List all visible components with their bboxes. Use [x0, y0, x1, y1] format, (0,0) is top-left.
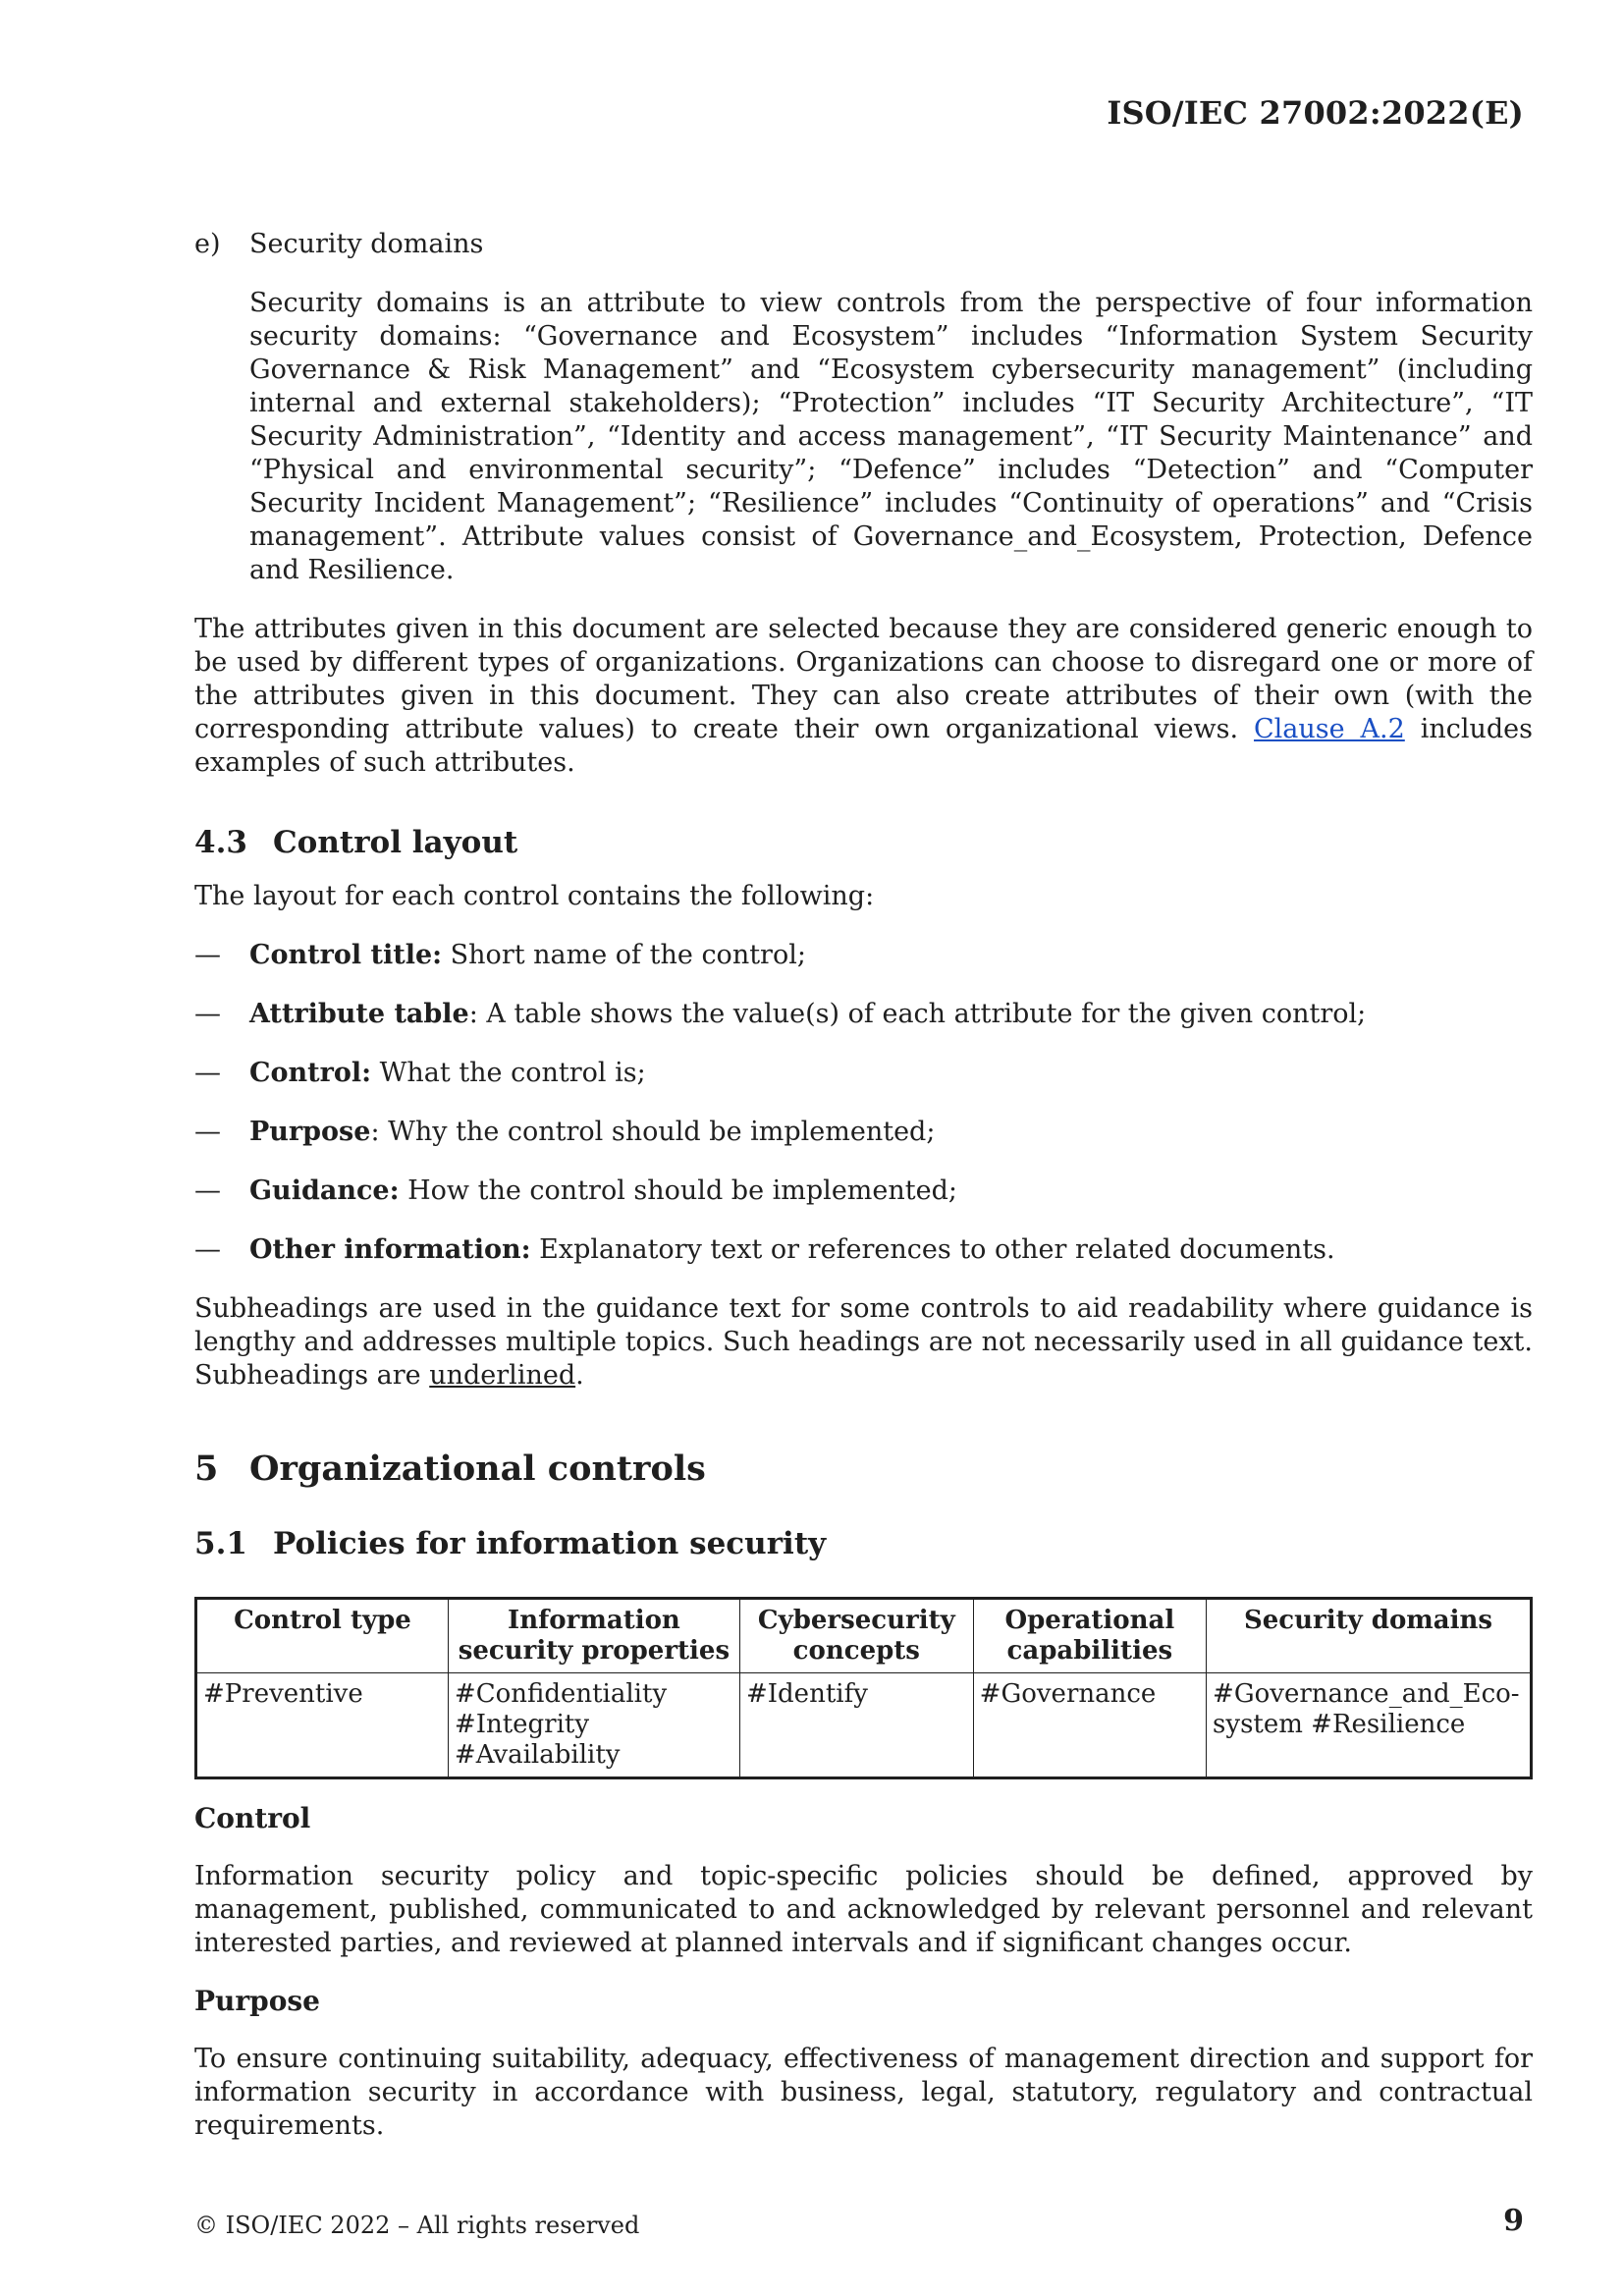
section-heading-5-1 — [194, 1524, 1533, 1563]
attributes-text: The attributes given in this document are selected because they are considered generic enough to be used by different types of organizations. Organizations can choose to disregard one or more of the attributes given in this document. They can also create attributes of their own (with the corresponding attribute values) to create their own organizational views. — [194, 614, 1533, 744]
section-number: 5.1 — [194, 1526, 247, 1561]
list-item-title: Security domains — [249, 229, 484, 259]
control-text: Information security policy and topic-specific policies should be defined, approved by management, published, communicated to and acknowledged by relevant personnel and relevant interested parties, and reviewed at planned intervals and if significant changes occur. — [194, 1861, 1533, 1958]
footer-copyright: © ISO/IEC 2022 – All rights reserved — [194, 2212, 640, 2239]
dash-marker: — — [194, 1117, 221, 1147]
cell-operational-capabilities: #Governance — [973, 1673, 1206, 1778]
cell-cybersecurity-concepts: #Identify — [739, 1673, 973, 1778]
dash-marker: — — [194, 940, 221, 970]
page-content — [194, 228, 1533, 2143]
section-title: Policies for information security — [273, 1526, 827, 1561]
list-item-text: How the control should be implemented; — [399, 1175, 957, 1206]
dash-marker: — — [194, 1175, 221, 1206]
security-domains-description: Security domains is an attribute to view controls from the perspective of four information security domains: “Governance and Ecosystem” includes “Information System Security Governance & Risk Management” and “Ecosystem cybersecurity management” (including internal and external stakeholders); “Protection” includes “IT Security Architecture”, “IT Security Administration”, “Identity and access management”, “IT Security Maintenance” and “Physical and environmental security”; “Defence” includes “Detection” and “Computer Security Incident Management”; “Resilience” includes “Continuity of operations” and “Crisis management”. Attribute values consist of Governance_and_Ecosystem, Protection, Defence and Resilience. — [249, 288, 1533, 585]
attributes-paragraph — [194, 613, 1533, 780]
section-heading-5 — [194, 1448, 1533, 1491]
attributes-text-end: includes examples of such attributes. — [194, 714, 1533, 778]
section-heading-4-3 — [194, 823, 1533, 862]
subheadings-text: Subheadings are used in the guidance text for some controls to aid readability where guidance is lengthy and addresses multiple topics. Such headings are not necessarily used in all guidance text. Subheadings are — [194, 1293, 1533, 1391]
section-title: Control layout — [273, 825, 518, 860]
list-item-term: Guidance: — [249, 1175, 400, 1206]
purpose-text: To ensure continuing suitability, adequacy, effectiveness of management direction and support for information security in accordance with business, legal, statutory, regulatory and contractual requirements. — [194, 2044, 1533, 2141]
list-item-term: Attribute table — [249, 999, 469, 1029]
header-control-type: Control type — [196, 1599, 449, 1673]
dash-marker: — — [194, 999, 221, 1029]
cell-control-type: #Preventive — [196, 1673, 449, 1778]
dash-marker: — — [194, 1058, 221, 1088]
list-marker: e) — [194, 229, 221, 259]
attribute-table — [194, 1597, 1533, 1779]
control-layout-intro: The layout for each control contains the following: — [194, 881, 875, 911]
page-number: 9 — [1503, 2204, 1524, 2238]
list-item-e — [194, 228, 1533, 261]
table-row — [196, 1673, 1532, 1778]
control-heading: Control — [194, 1802, 311, 1834]
header-cybersecurity-concepts: Cybersecurity concepts — [739, 1599, 973, 1673]
header-operational-capabilities: Operational capabilities — [973, 1599, 1206, 1673]
list-item — [194, 1175, 1533, 1208]
table-header-row — [196, 1599, 1532, 1673]
list-item-term: Other information: — [249, 1234, 531, 1265]
list-item-term: Purpose — [249, 1117, 371, 1147]
purpose-heading: Purpose — [194, 1985, 320, 2017]
list-item-text: Short name of the control; — [442, 940, 806, 970]
list-item-text: : Why the control should be implemented; — [370, 1117, 936, 1147]
subheadings-paragraph — [194, 1292, 1533, 1393]
subheadings-text-end: . — [575, 1360, 584, 1391]
dash-marker: — — [194, 1234, 221, 1265]
list-item-term: Control title: — [249, 940, 443, 970]
document-reference: ISO/IEC 27002:2022(E) — [1107, 94, 1524, 132]
list-item-text: Explanatory text or references to other related documents. — [530, 1234, 1335, 1265]
list-item — [194, 1233, 1533, 1267]
header-security-domains: Security domains — [1207, 1599, 1532, 1673]
list-item-term: Control: — [249, 1058, 372, 1088]
underlined-word: underlined — [429, 1360, 576, 1391]
section-title: Organizational controls — [249, 1449, 706, 1489]
list-item — [194, 939, 1533, 972]
list-item — [194, 1057, 1533, 1090]
section-number: 5 — [194, 1449, 219, 1489]
control-layout-list — [194, 939, 1533, 1267]
list-item-text: : A table shows the value(s) of each attribute for the given control; — [468, 999, 1367, 1029]
list-item — [194, 998, 1533, 1031]
header-information-security-properties: Information security properties — [448, 1599, 739, 1673]
list-item — [194, 1116, 1533, 1149]
section-number: 4.3 — [194, 825, 247, 860]
cell-security-properties: #Confidentiality #Integrity #Availability — [448, 1673, 739, 1778]
list-item-text: What the control is; — [371, 1058, 646, 1088]
cell-security-domains: #Governance_and_Eco- system #Resilience — [1207, 1673, 1532, 1778]
clause-a2-link[interactable]: Clause A.2 — [1254, 714, 1405, 744]
